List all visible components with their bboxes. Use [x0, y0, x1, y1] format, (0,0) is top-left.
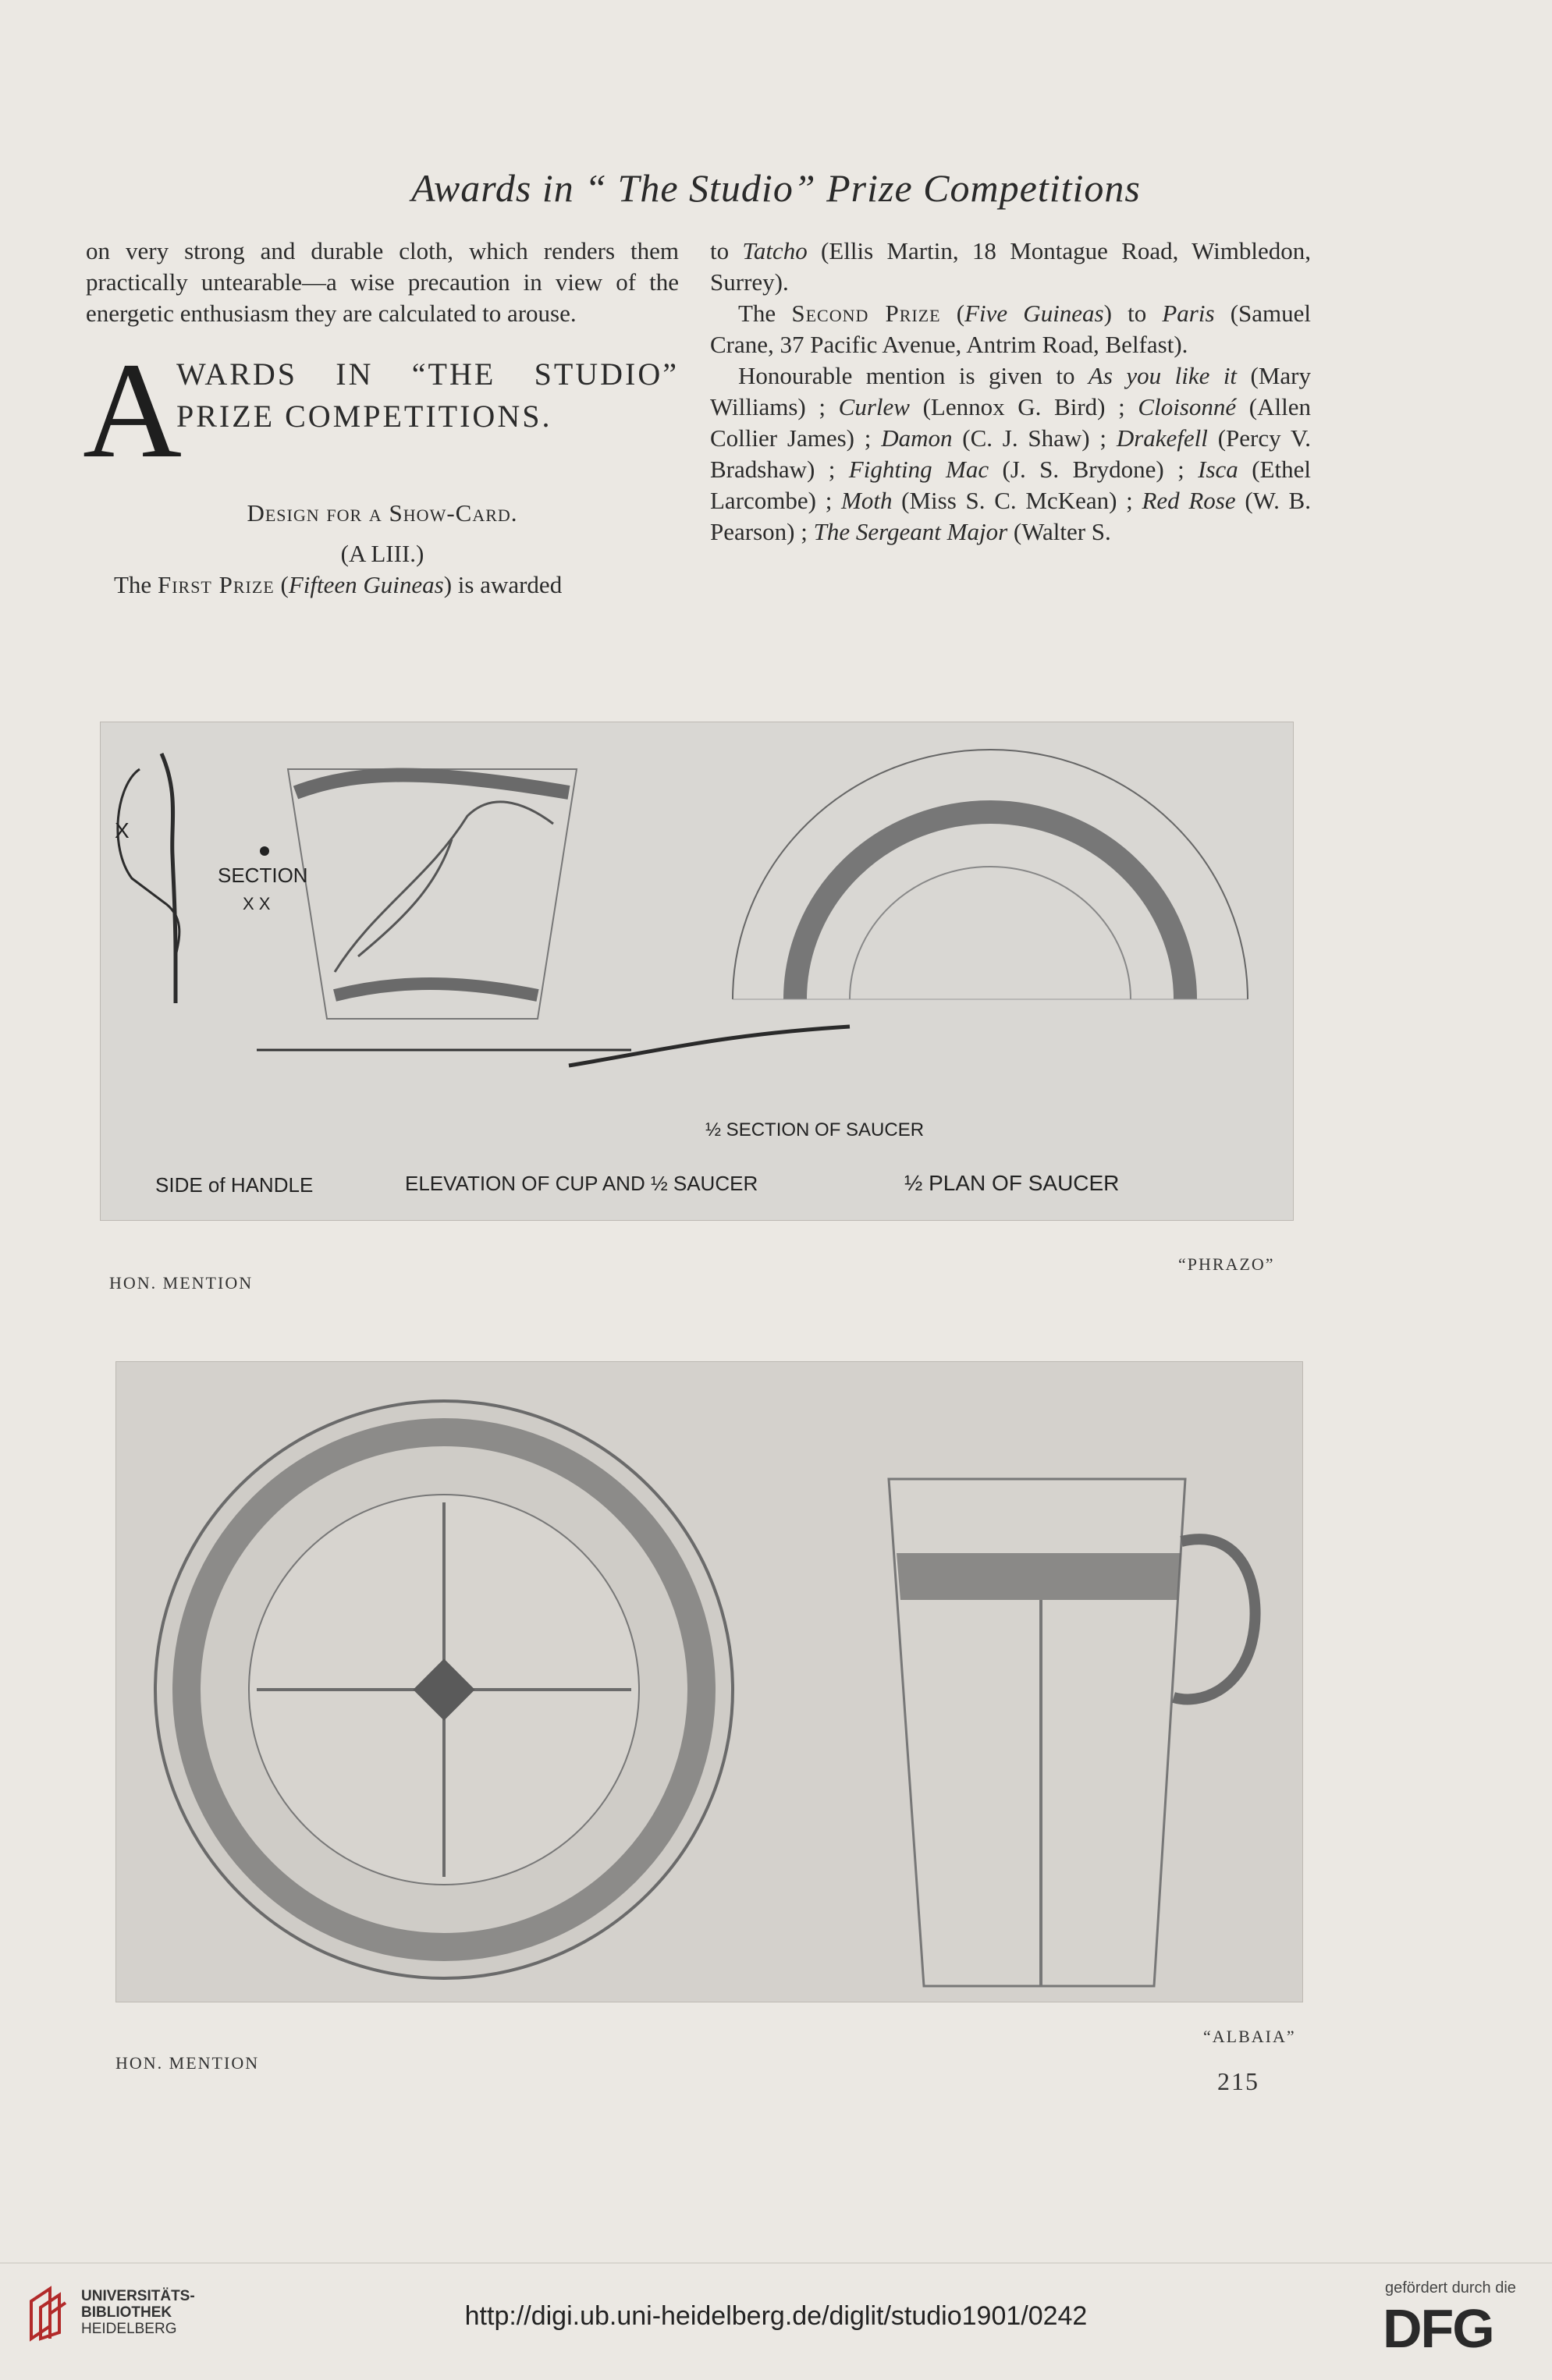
left-paragraph-2: The First Prize (Fifteen Guineas) is awarded [114, 571, 563, 598]
cup-decorative-band [897, 1553, 1181, 1600]
elevation-label: ELEVATION OF CUP AND ½ SAUCER [405, 1172, 758, 1195]
mention-name: Curlew [838, 393, 910, 420]
cup-handle [1174, 1539, 1255, 1699]
right-paragraph-1 [710, 236, 1311, 298]
mention-name: Cloisonné [1138, 393, 1237, 420]
right-paragraph-3 [710, 360, 1311, 548]
p2-rest: (Samuel Crane, 37 Pacific Avenue, Antrim Road, Belfast). [710, 300, 1311, 358]
heading-line-2: PRIZE COMPETITIONS. [176, 399, 552, 434]
mention-name: Drakefell [1116, 424, 1208, 452]
figure2-caption-left: HON. MENTION [115, 2053, 260, 2073]
running-head: Awards in “ The Studio” Prize Competitions [411, 166, 1141, 210]
half-section-saucer-line [569, 1027, 850, 1066]
library-line-1: UNIVERSITÄTS- [81, 2288, 195, 2304]
dfg-logo: DFG [1383, 2298, 1493, 2359]
mention-who: (Miss S. C. McKean) ; [892, 487, 1142, 514]
library-line-3: HEIDELBERG [81, 2321, 177, 2337]
second-prize-label: Second Prize [791, 300, 941, 327]
cup-sinuous-line [335, 802, 553, 972]
handle-side-outline [118, 769, 179, 956]
half-section-label: ½ SECTION OF SAUCER [705, 1119, 925, 1140]
mention-name: Fighting Mac [848, 456, 989, 483]
mention-who: (C. J. Shaw) ; [952, 424, 1117, 452]
side-of-handle-label: SIDE of HANDLE [155, 1173, 314, 1197]
section-code: (A LIII.) [340, 540, 424, 567]
p1-text: to [710, 237, 743, 264]
handle-stroke [162, 754, 176, 1003]
mention-who: (J. S. Brydone) ; [989, 456, 1199, 483]
p1-rest: (Ellis Martin, 18 Montague Road, Wimbledon, Surrey). [710, 237, 1311, 296]
mention-name: Damon [881, 424, 953, 452]
section-title: Design for a Show-Card. [247, 499, 518, 527]
heading-line-1: WARDS IN “THE STUDIO” [176, 356, 679, 392]
cup-top-band [296, 775, 569, 793]
mention-who: (Lennox G. Bird) ; [909, 393, 1138, 420]
mention-who: (W. B. Pearson) ; [710, 487, 1311, 545]
p3-start: Honourable mention is given to [738, 362, 1089, 389]
figure-cup-saucer-photo [115, 1361, 1303, 2002]
figure1-caption-right: “PHRAZO” [1178, 1254, 1275, 1274]
saucer-plan-inner [850, 867, 1131, 999]
half-plan-label: ½ PLAN OF SAUCER [904, 1171, 1120, 1195]
mention-3 [881, 424, 1117, 452]
mention-who: (Mary Williams) ; [710, 362, 1311, 420]
mention-9 [814, 518, 1111, 545]
figure-cup-saucer-drawing [100, 722, 1294, 1221]
figure2-caption-right: “ALBAIA” [1203, 2027, 1296, 2046]
xx-label: X X [243, 894, 271, 913]
mention-7 [841, 487, 1142, 514]
right-paragraph-2: The Second Prize (Five Guineas) to Paris (Samuel Crane, 37 Pacific Avenue, Antrim Road, Belfast). [710, 300, 1311, 358]
second-prize-amount: Five Guineas [964, 300, 1104, 327]
cup-saucer-photo-illustration [116, 1362, 1304, 2003]
mention-who: (Percy V. Bradshaw) ; [710, 424, 1311, 483]
p2-text: The [738, 300, 792, 327]
x-mark: X [115, 818, 130, 842]
second-prize-winner: Paris [1162, 300, 1215, 327]
mention-name: The Sergeant Major [813, 518, 1008, 545]
p2-to: to [1111, 300, 1163, 327]
para2-prefix: The [114, 571, 158, 598]
design-drawing-illustration [101, 722, 1295, 1222]
mention-who: (Allen Collier James) ; [710, 393, 1312, 452]
library-line-2: BIBLIOTHEK [81, 2304, 172, 2321]
first-prize-winner: Tatcho [742, 237, 808, 264]
source-url-link[interactable]: http://digi.ub.uni-heidelberg.de/diglit/studio1901/0242 [464, 2301, 1088, 2331]
cup-bottom-band [335, 984, 538, 995]
mention-name: As you like it [1088, 362, 1238, 389]
para2-suffix: is awarded [452, 571, 563, 598]
mention-1 [839, 393, 1138, 420]
section-label: SECTION [218, 864, 308, 887]
mention-who: (Ethel Larcombe) ; [710, 456, 1312, 514]
page-number: 215 [1217, 2067, 1259, 2095]
mention-name: Isca [1198, 456, 1238, 483]
left-paragraph-1: on very strong and durable cloth, which renders them practically untearable—a wise precaution in view of the energetic enthusiasm they are calculated to arouse. [86, 237, 679, 327]
right-column [710, 236, 1311, 548]
mention-who: (Walter S. [1007, 518, 1111, 545]
mention-name: Red Rose [1142, 487, 1236, 514]
first-prize-label: First Prize [157, 571, 275, 598]
first-prize-amount: Fifteen Guineas [288, 571, 444, 598]
figure1-caption-left: HON. MENTION [109, 1273, 254, 1293]
mention-name: Moth [841, 487, 893, 514]
section-dot [260, 846, 269, 856]
section-heading [83, 335, 679, 487]
funded-by-label: gefördert durch die [1385, 2279, 1516, 2297]
left-column [83, 236, 679, 601]
mention-5 [849, 456, 1198, 483]
drop-cap: A [83, 335, 183, 487]
